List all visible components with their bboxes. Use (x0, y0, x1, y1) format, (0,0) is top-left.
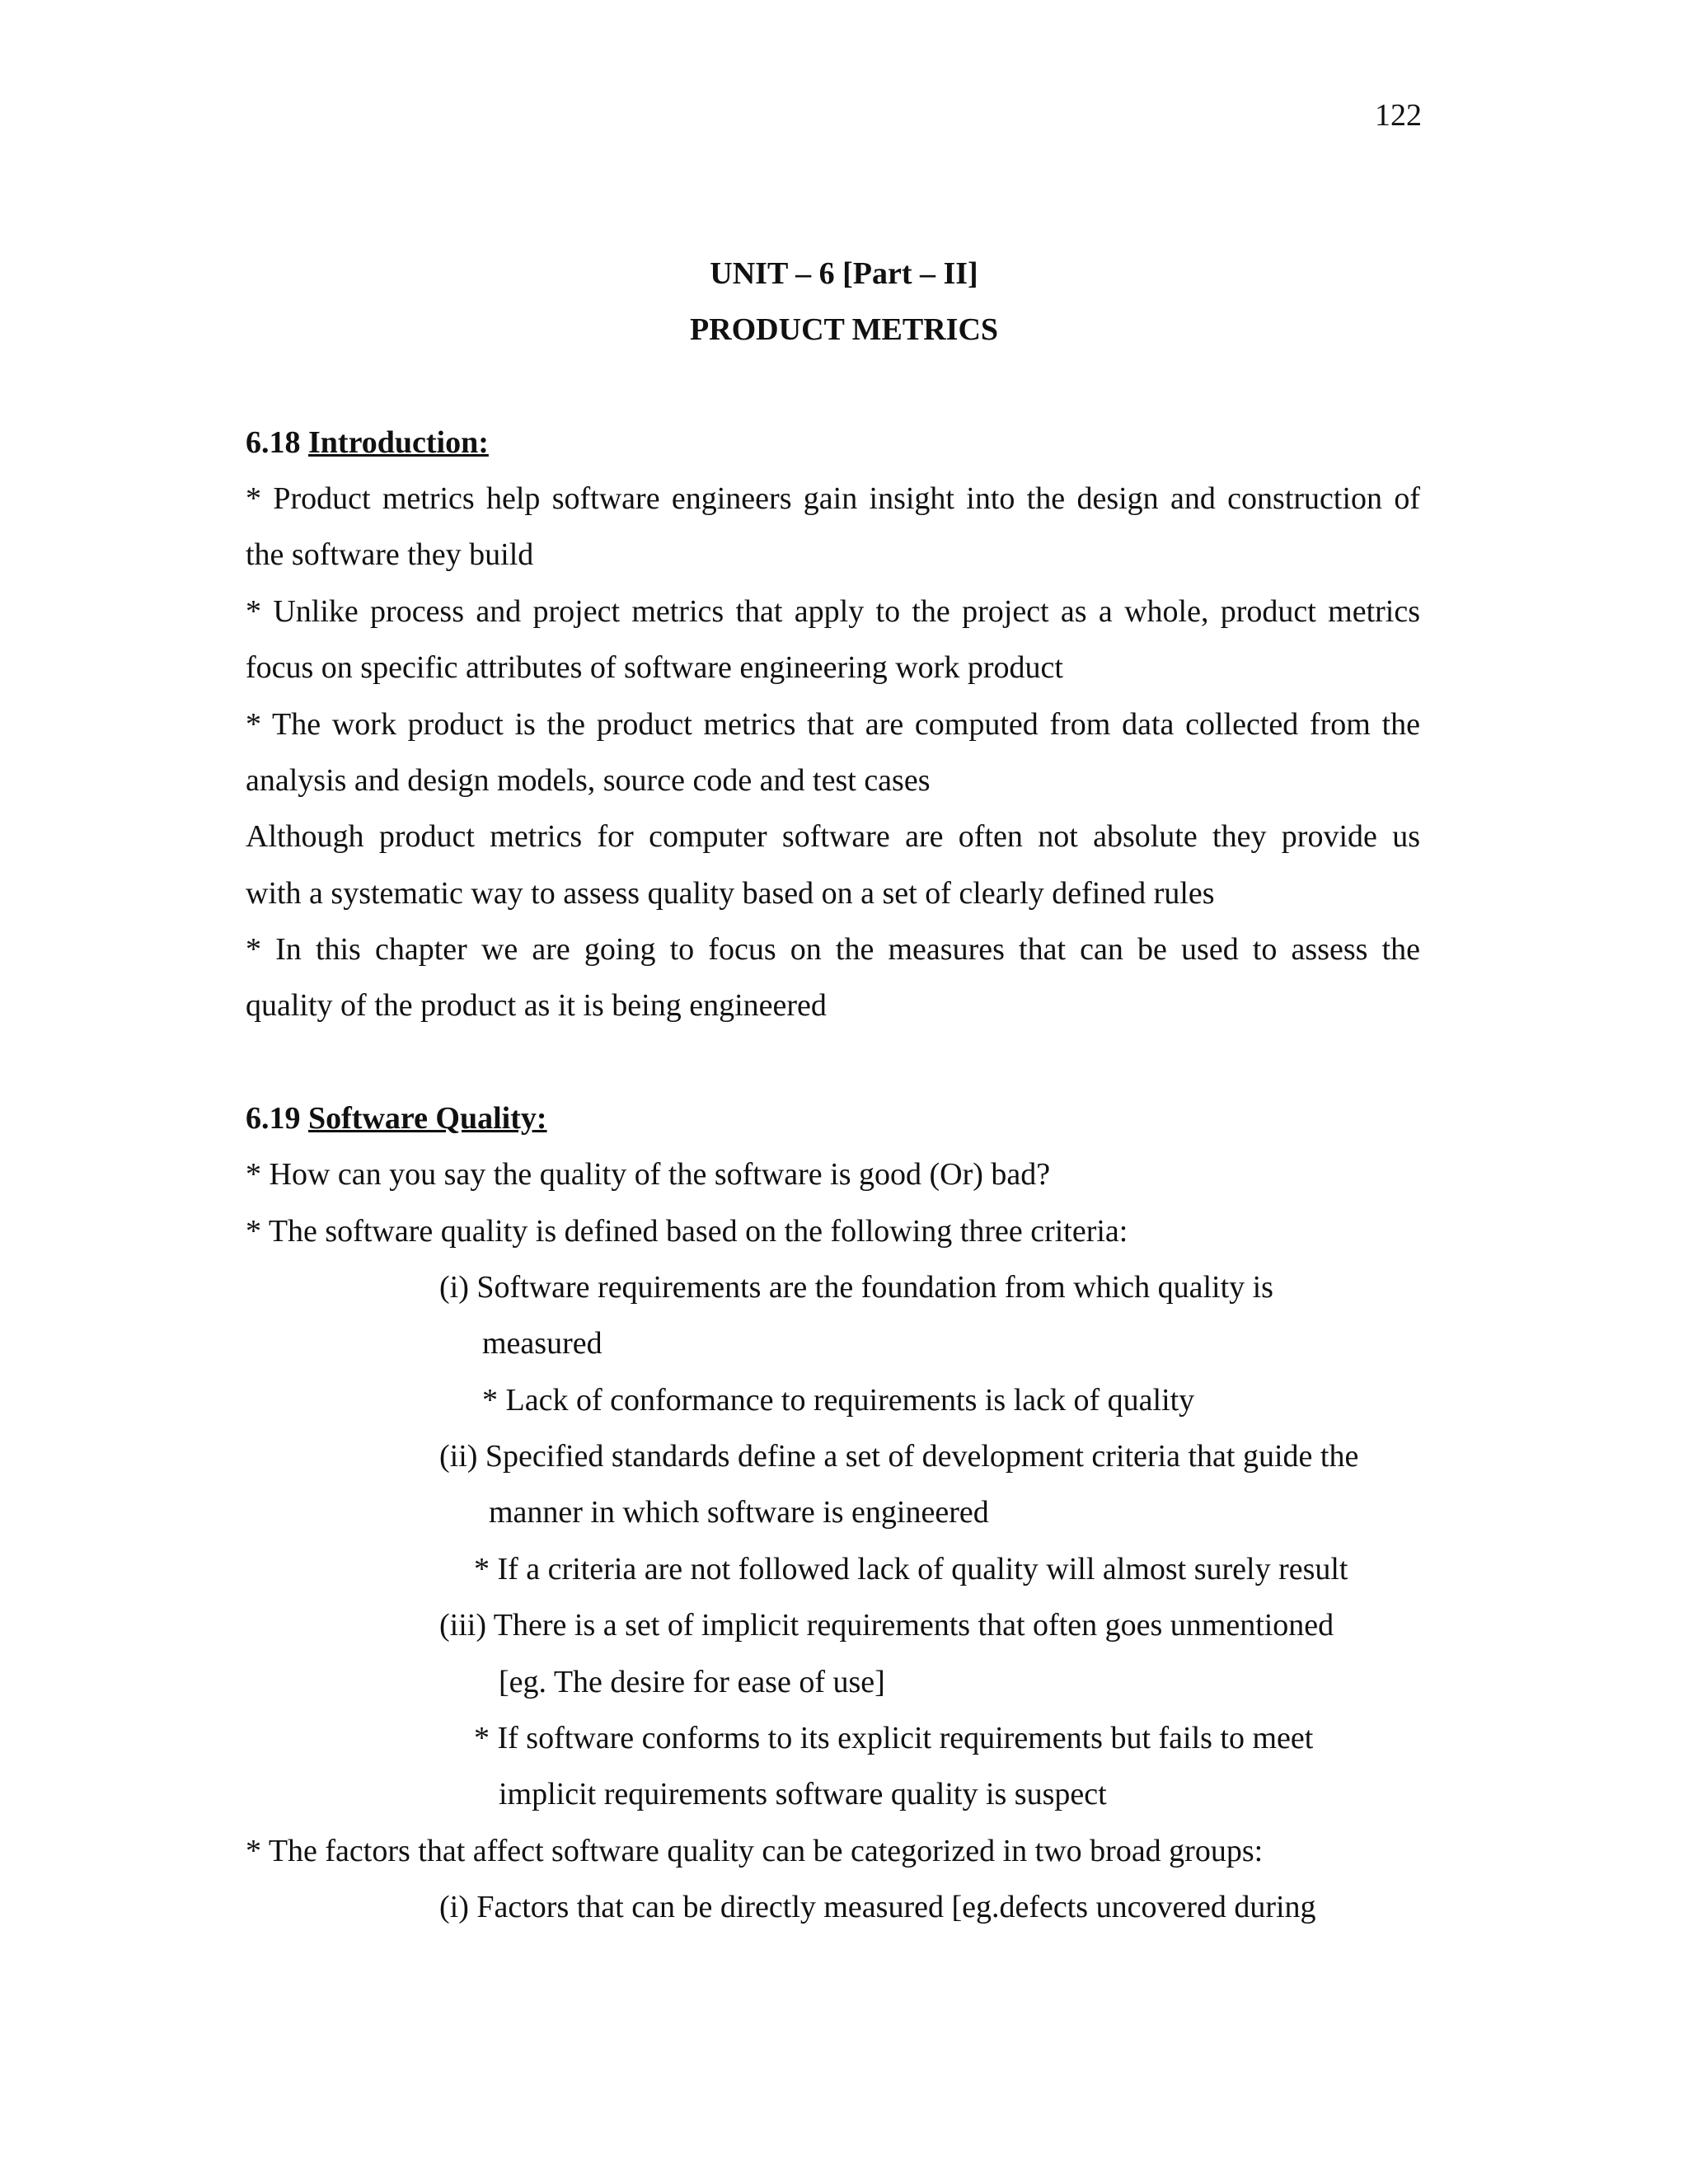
paragraph-line: * In this chapter we are going to focus on the measures that can be used to assess the (246, 932, 1420, 967)
section-title: Software Quality: (308, 1101, 547, 1136)
section-heading-software-quality (246, 1099, 547, 1138)
paragraph-line: * How can you say the quality of the software is good (Or) bad? (246, 1157, 1051, 1192)
paragraph-line: * Product metrics help software engineers gain insight into the design and construction of (246, 481, 1420, 516)
list-item-line: (i) Factors that can be directly measured [eg.defects uncovered during (439, 1890, 1316, 1924)
list-item-line: * If software conforms to its explicit requirements but fails to meet (474, 1721, 1314, 1755)
section-title: Introduction: (308, 425, 489, 460)
section-number: 6.19 (246, 1101, 301, 1136)
paragraph-line: with a systematic way to assess quality based on a set of clearly defined rules (246, 876, 1215, 911)
list-item-line: * If a criteria are not followed lack of quality will almost surely result (474, 1552, 1348, 1586)
paragraph-line: * The factors that affect software quality can be categorized in two broad groups: (246, 1834, 1264, 1868)
paragraph-line: * Unlike process and project metrics that apply to the project as a whole, product metrics (246, 594, 1420, 629)
list-item-line: (i) Software requirements are the foundation from which quality is (439, 1270, 1273, 1305)
paragraph-line: the software they build (246, 537, 534, 572)
list-item-line: (ii) Specified standards define a set of development criteria that guide the (439, 1439, 1359, 1474)
unit-title: UNIT – 6 [Part – II] (710, 256, 978, 291)
paragraph-line: analysis and design models, source code and test cases (246, 763, 931, 798)
paragraph-line: Although product metrics for computer software are often not absolute they provide us (246, 819, 1420, 854)
list-item-line: * Lack of conformance to requirements is lack of quality (482, 1383, 1195, 1418)
list-item-line: implicit requirements software quality is suspect (499, 1777, 1107, 1811)
paragraph-line: quality of the product as it is being engineered (246, 988, 827, 1023)
paragraph-line: * The software quality is defined based on the following three criteria: (246, 1214, 1128, 1249)
paragraph-line: * The work product is the product metrics that are computed from data collected from the (246, 707, 1420, 742)
list-item-line: (iii) There is a set of implicit requirements that often goes unmentioned (439, 1608, 1334, 1643)
section-number: 6.18 (246, 425, 301, 460)
list-item-line: [eg. The desire for ease of use] (499, 1665, 885, 1699)
list-item-line: manner in which software is engineered (489, 1495, 989, 1530)
unit-subtitle: PRODUCT METRICS (689, 312, 999, 347)
page-number: 122 (1375, 98, 1422, 133)
list-item-line: measured (482, 1326, 603, 1361)
section-heading-introduction (246, 423, 489, 462)
paragraph-line: focus on specific attributes of software engineering work product (246, 650, 1063, 685)
